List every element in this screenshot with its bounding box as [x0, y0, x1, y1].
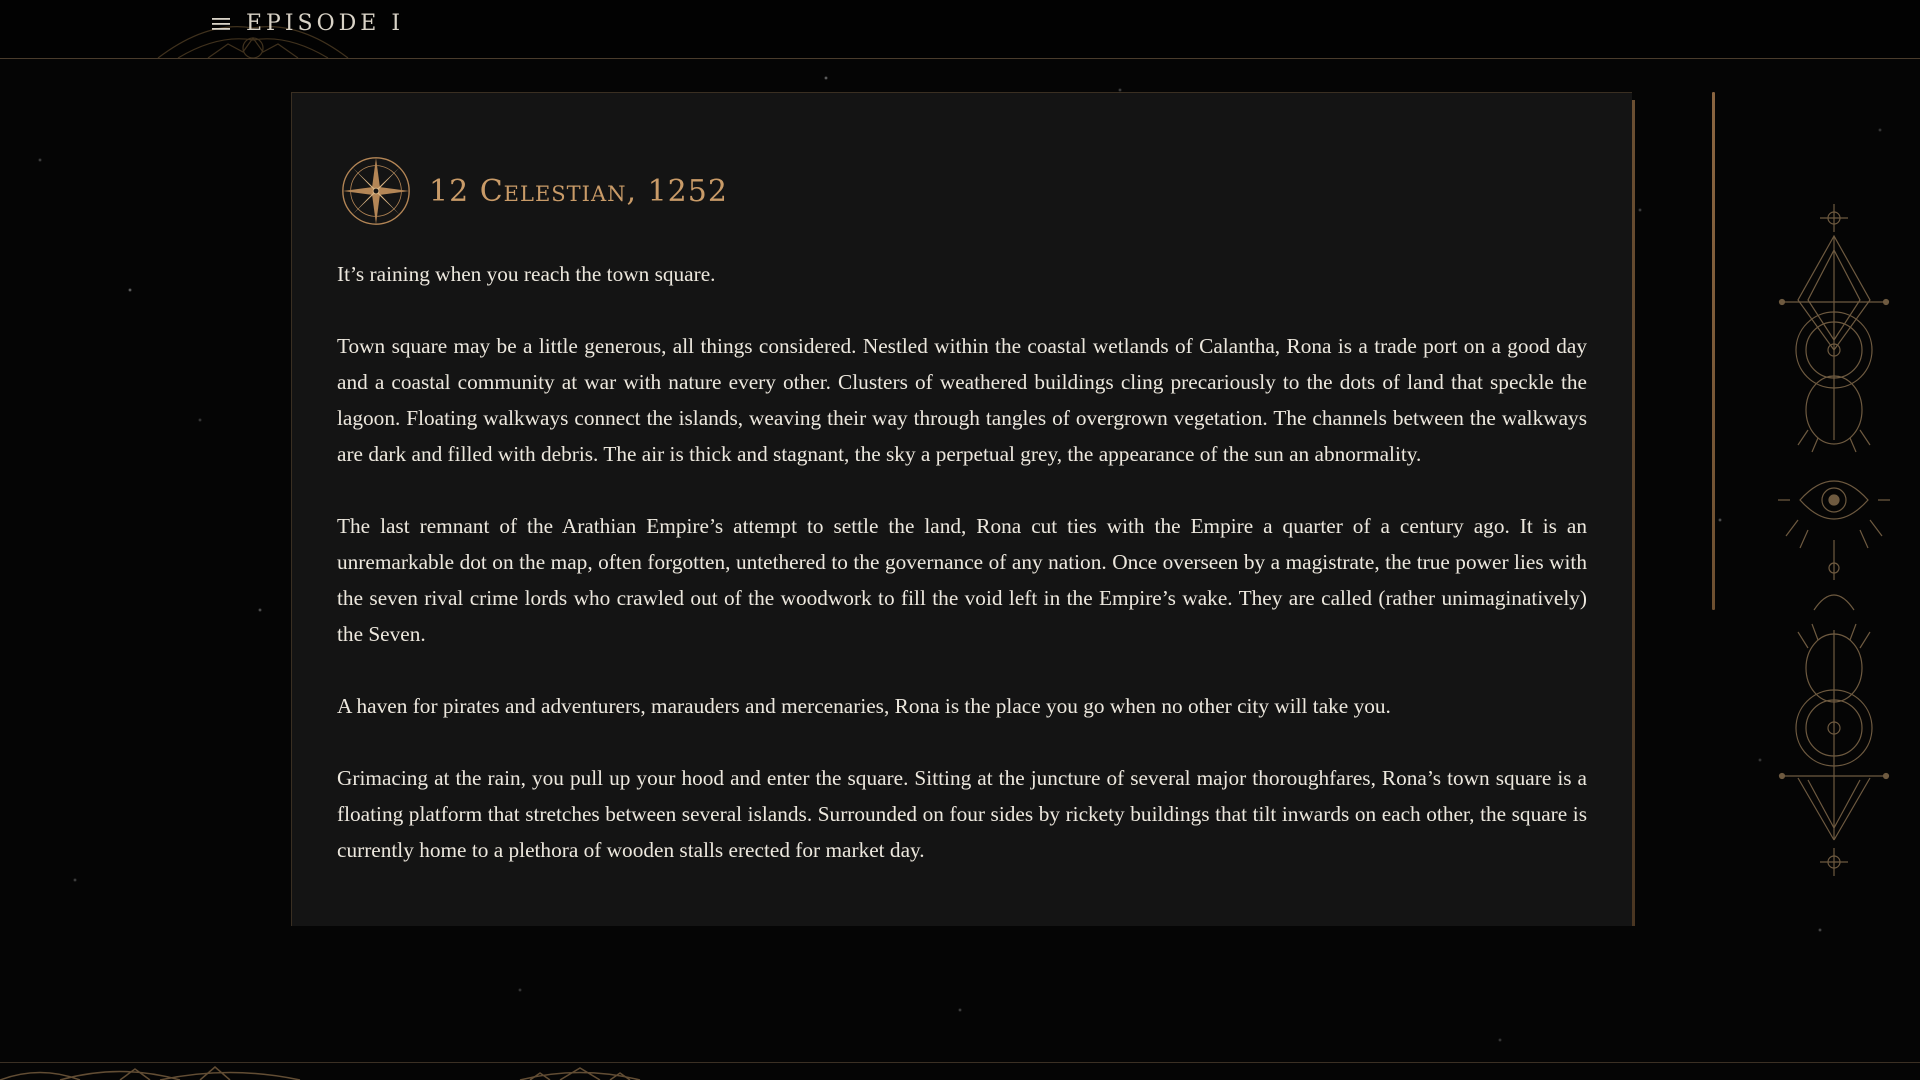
paragraph: The last remnant of the Arathian Empire’s attempt to settle the land, Rona cut ties with the Empire a quarter of a century ago. It is an unremarkable dot on the map, often forgotten, untethered to the governance of any nation. Once overseen by a magistrate, the true power lies with the seven rival crime lords who crawled out of the woodwork to fill the void left in the Empire’s wake. They are called (rather unimaginatively) the Seven.: [337, 514, 1587, 646]
menu-button[interactable]: [209, 12, 233, 36]
scrollbar-thumb[interactable]: [1712, 92, 1715, 610]
entry-body: [337, 256, 1587, 904]
entry-header: [337, 151, 728, 231]
scrollbar-track[interactable]: [1712, 92, 1715, 610]
entry-date: 12 Celestian, 1252: [429, 173, 728, 209]
story-card: [291, 92, 1632, 926]
paragraph: Grimacing at the rain, you pull up your hood and enter the square. Sitting at the juncture of several major thoroughfares, Rona’s town square is a floating platform that stretches between several islands. Surrounded on four sides by rickety buildings that tilt inwards on each other, the square is currently home to a plethora of wooden stalls erected for market day.: [337, 766, 1587, 862]
mandala-border-icon: [0, 1063, 760, 1080]
celestial-ornament-icon: [1778, 200, 1890, 880]
hamburger-menu-icon: [211, 16, 231, 32]
top-bar: [0, 0, 1920, 59]
paragraph: A haven for pirates and adventurers, marauders and mercenaries, Rona is the place you go when no other city will take you.: [337, 694, 1391, 718]
paragraph: Town square may be a little generous, all things considered. Nestled within the coastal wetlands of Calantha, Rona is a trade port on a good day and a coastal community at war with nature every other. Clusters of weathered buildings cling precariously to the dots of land that speckle the lagoon. Floating walkways connect the islands, weaving their way through tangles of overgrown vegetation. The channels between the walkways are dark and filled with debris. The air is thick and stagnant, the sky a perpetual grey, the appearance of the sun an abnormality.: [337, 334, 1587, 466]
episode-title: EPISODE I: [246, 11, 405, 36]
paragraph: It’s raining when you reach the town square.: [337, 262, 716, 286]
compass-icon: [337, 152, 415, 230]
card-edge: [1632, 100, 1635, 926]
